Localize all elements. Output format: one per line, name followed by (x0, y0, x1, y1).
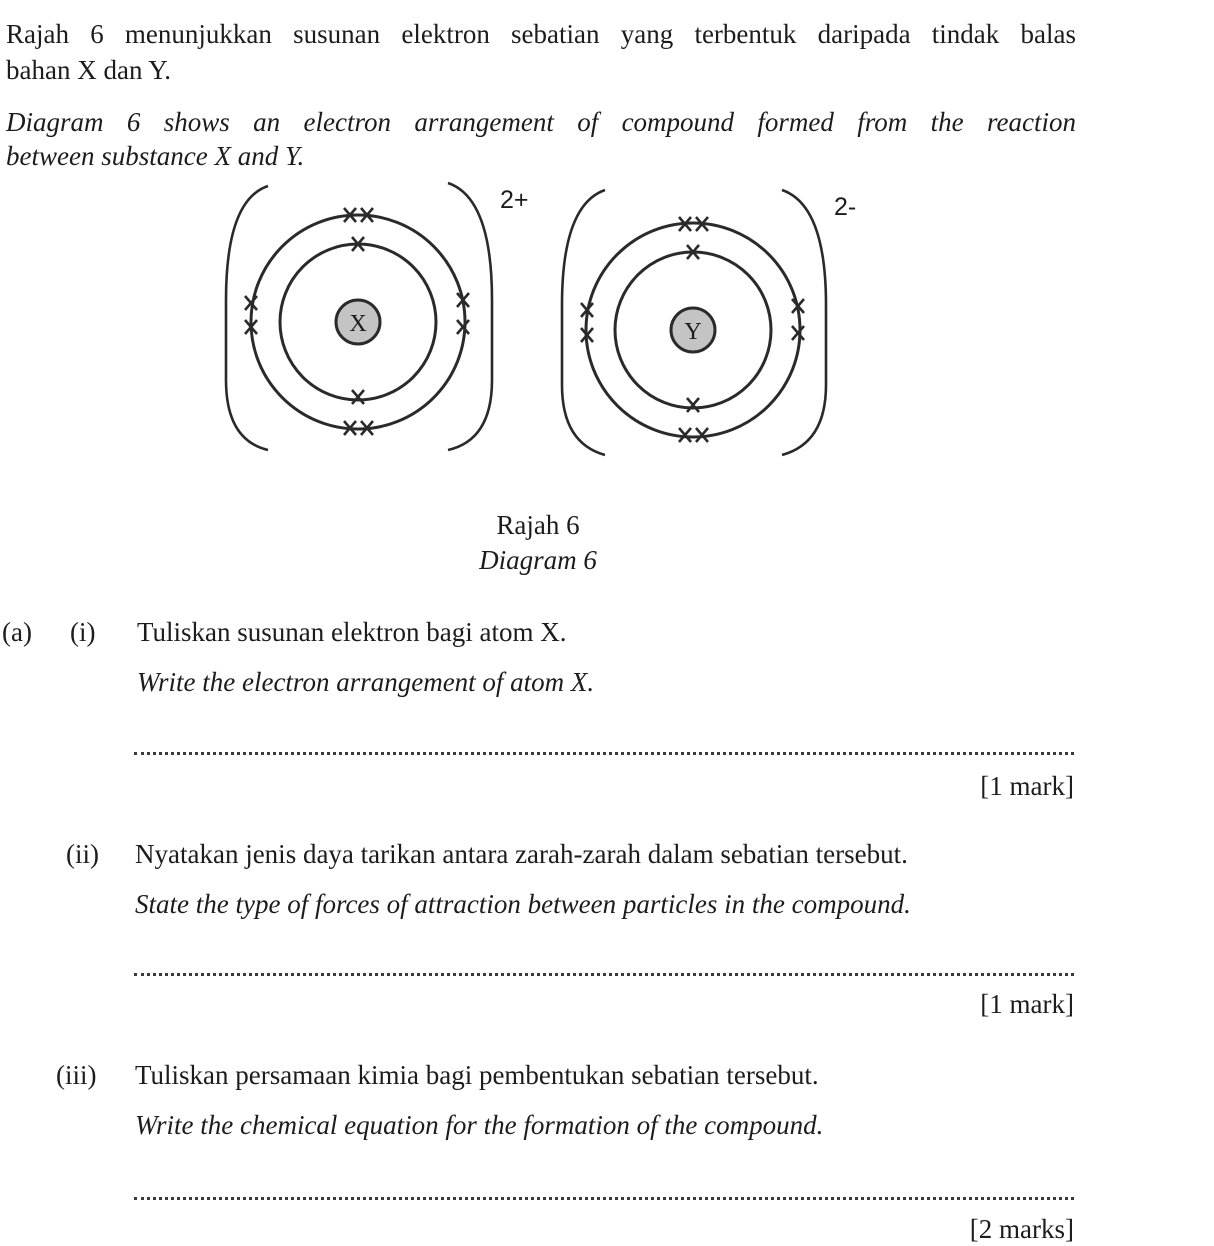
intro-en-line2: between substance X and Y. (6, 141, 305, 171)
charge-y: 2- (834, 193, 857, 221)
nucleus-y-symbol: Y (684, 319, 702, 345)
q1-text-en: Write the electron arrangement of atom X. (137, 667, 595, 697)
part-label: (a) (2, 617, 32, 647)
q3-text-en: Write the chemical equation for the formation of the compound. (135, 1110, 824, 1140)
q2-number: (ii) (66, 839, 99, 869)
q1-number: (i) (70, 617, 96, 647)
intro-en-line1: Diagram 6 shows an electron arrangement of compound formed from the reaction (6, 107, 1076, 137)
intro-ms-line2: bahan X dan Y. (6, 55, 171, 85)
caption-en: Diagram 6 (479, 545, 597, 575)
caption-ms: Rajah 6 (496, 510, 580, 540)
q2-answer-line[interactable] (134, 963, 1074, 976)
bracket-right-x (448, 183, 492, 450)
bracket-left-y (562, 190, 605, 455)
electron-arrangement-diagram (0, 0, 1214, 480)
intro-ms-line1: Rajah 6 menunjukkan susunan elektron sebatian yang terbentuk daripada tindak balas (6, 19, 1076, 49)
q2-marks: [1 mark] (980, 989, 1074, 1019)
q3-number: (iii) (56, 1060, 97, 1090)
q3-answer-line[interactable] (134, 1187, 1074, 1200)
bracket-right-y (782, 190, 826, 455)
q1-marks: [1 mark] (980, 771, 1074, 801)
bracket-left-x (226, 186, 268, 450)
charge-x: 2+ (500, 186, 529, 214)
q3-marks: [2 marks] (969, 1214, 1074, 1244)
q2-text-en: State the type of forces of attraction between particles in the compound. (135, 889, 911, 919)
q1-answer-line[interactable] (134, 742, 1074, 755)
nucleus-x-symbol: X (349, 311, 367, 337)
ion-y (562, 190, 856, 455)
ion-x (226, 183, 529, 450)
q1-text-ms: Tuliskan susunan elektron bagi atom X. (137, 617, 567, 647)
q2-text-ms: Nyatakan jenis daya tarikan antara zarah-zarah dalam sebatian tersebut. (135, 839, 908, 869)
q3-text-ms: Tuliskan persamaan kimia bagi pembentukan sebatian tersebut. (135, 1060, 819, 1090)
